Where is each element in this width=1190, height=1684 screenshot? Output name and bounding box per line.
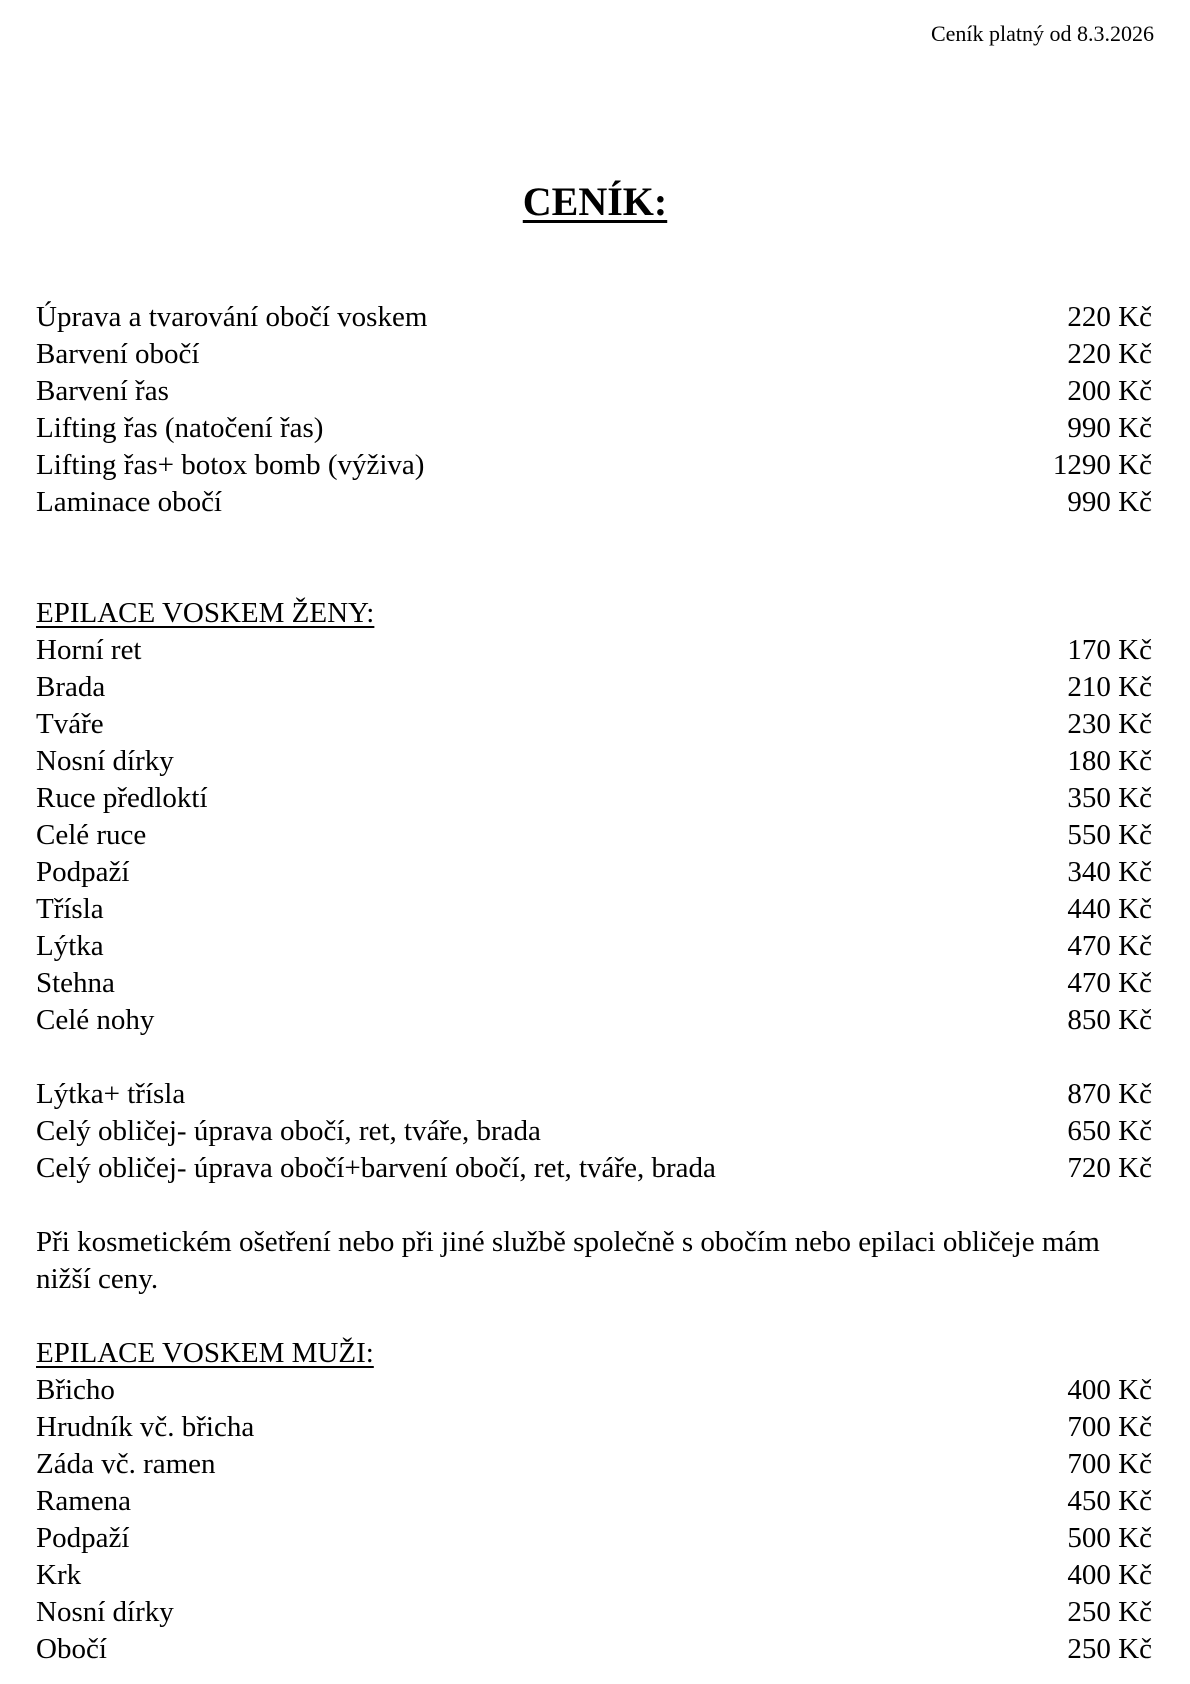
service-name: Horní ret — [36, 634, 142, 666]
price-row — [36, 632, 1152, 669]
service-name: Ruce předloktí — [36, 782, 208, 814]
service-price: 210 Kč — [1067, 671, 1152, 703]
price-row — [36, 373, 1152, 410]
price-row — [36, 1409, 1152, 1446]
service-price: 250 Kč — [1067, 1633, 1152, 1665]
section-heading-text: EPILACE VOSKEM ŽENY: — [36, 597, 375, 629]
service-price: 470 Kč — [1067, 930, 1152, 962]
service-price: 220 Kč — [1067, 338, 1152, 370]
service-price: 990 Kč — [1067, 486, 1152, 518]
price-row — [36, 1372, 1152, 1409]
service-name: Krk — [36, 1559, 82, 1591]
service-name: Lifting řas (natočení řas) — [36, 412, 324, 444]
service-price: 440 Kč — [1067, 893, 1152, 925]
service-name: Celé nohy — [36, 1004, 155, 1036]
service-name: Břicho — [36, 1374, 115, 1406]
price-row — [36, 669, 1152, 706]
price-row — [36, 1113, 1152, 1150]
service-name: Hrudník vč. břicha — [36, 1411, 255, 1443]
service-name: Brada — [36, 671, 106, 703]
price-row — [36, 1520, 1152, 1557]
service-name: Celý obličej- úprava obočí+barvení obočí, ret, tváře, brada — [36, 1152, 716, 1184]
service-name: Stehna — [36, 967, 115, 999]
service-price: 450 Kč — [1067, 1485, 1152, 1517]
service-name: Nosní dírky — [36, 745, 174, 777]
service-price: 400 Kč — [1067, 1374, 1152, 1406]
price-row — [36, 299, 1152, 336]
service-price: 870 Kč — [1067, 1078, 1152, 1110]
section-heading-text: EPILACE VOSKEM MUŽI: — [36, 1337, 374, 1369]
price-row — [36, 928, 1152, 965]
service-name: Barvení obočí — [36, 338, 200, 370]
discount-note: Při kosmetickém ošetření nebo při jiné službě společně s obočím nebo epilaci obličeje mám nižší ceny. — [36, 1226, 1100, 1295]
price-row — [36, 410, 1152, 447]
men-waxing-section — [36, 1335, 1152, 1668]
service-price: 230 Kč — [1067, 708, 1152, 740]
price-row — [36, 336, 1152, 373]
service-name: Ramena — [36, 1485, 132, 1517]
brows-section — [36, 299, 1152, 521]
service-price: 340 Kč — [1067, 856, 1152, 888]
service-price: 470 Kč — [1067, 967, 1152, 999]
price-row — [36, 1150, 1152, 1187]
service-name: Lýtka — [36, 930, 104, 962]
price-row — [36, 1002, 1152, 1039]
service-price: 180 Kč — [1067, 745, 1152, 777]
price-row — [36, 1483, 1152, 1520]
service-price: 550 Kč — [1067, 819, 1152, 851]
service-name: Obočí — [36, 1633, 107, 1665]
service-price: 700 Kč — [1067, 1448, 1152, 1480]
service-name: Nosní dírky — [36, 1596, 174, 1628]
service-name: Podpaží — [36, 856, 130, 888]
service-price: 850 Kč — [1067, 1004, 1152, 1036]
service-price: 650 Kč — [1067, 1115, 1152, 1147]
price-row — [36, 706, 1152, 743]
service-price: 720 Kč — [1067, 1152, 1152, 1184]
service-name: Lýtka+ třísla — [36, 1078, 186, 1110]
price-row — [36, 447, 1152, 484]
service-name: Celé ruce — [36, 819, 147, 851]
price-row — [36, 817, 1152, 854]
service-price: 250 Kč — [1067, 1596, 1152, 1628]
service-name: Třísla — [36, 893, 104, 925]
price-row — [36, 1594, 1152, 1631]
price-row — [36, 484, 1152, 521]
service-price: 220 Kč — [1067, 301, 1152, 333]
service-price: 1290 Kč — [1052, 449, 1152, 481]
service-name: Celý obličej- úprava obočí, ret, tváře, brada — [36, 1115, 541, 1147]
price-row — [36, 1557, 1152, 1594]
price-row — [36, 891, 1152, 928]
page-title — [0, 178, 1190, 226]
price-row — [36, 743, 1152, 780]
section-heading-men — [36, 1335, 1152, 1372]
service-name: Barvení řas — [36, 375, 169, 407]
service-price: 400 Kč — [1067, 1559, 1152, 1591]
price-list-valid-date: Ceník platný od 8.3.2026 — [930, 21, 1154, 46]
service-price: 990 Kč — [1067, 412, 1152, 444]
service-price: 200 Kč — [1067, 375, 1152, 407]
price-row — [36, 1076, 1152, 1113]
price-row — [36, 854, 1152, 891]
service-name: Lifting řas+ botox bomb (výživa) — [36, 449, 425, 481]
service-name: Úprava a tvarování obočí voskem — [36, 301, 428, 333]
service-name: Tváře — [36, 708, 104, 740]
price-row — [36, 1631, 1152, 1668]
price-row — [36, 965, 1152, 1002]
section-heading-women — [36, 595, 1152, 632]
service-name: Podpaží — [36, 1522, 130, 1554]
service-name: Záda vč. ramen — [36, 1448, 216, 1480]
women-combo-section — [36, 1076, 1152, 1187]
service-price: 350 Kč — [1067, 782, 1152, 814]
price-row — [36, 1446, 1152, 1483]
price-row — [36, 780, 1152, 817]
service-name: Laminace obočí — [36, 486, 222, 518]
service-price: 170 Kč — [1067, 634, 1152, 666]
service-price: 500 Kč — [1067, 1522, 1152, 1554]
service-price: 700 Kč — [1067, 1411, 1152, 1443]
page-title-text: CENÍK: — [522, 179, 668, 224]
women-waxing-section — [36, 595, 1152, 1039]
